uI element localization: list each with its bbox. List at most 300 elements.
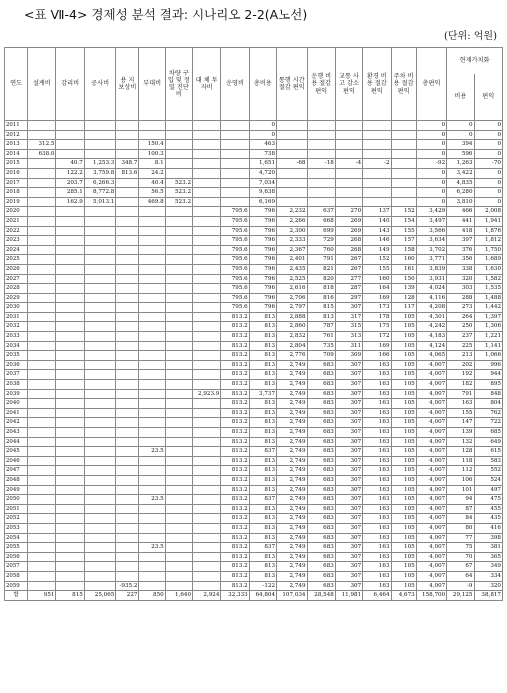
value-cell: 307 [335,303,362,313]
value-cell: 4,301 [416,312,446,322]
value-cell: 309 [335,351,362,361]
value-cell: 637 [307,207,335,217]
value-cell [165,466,192,476]
value-cell: 237 [447,332,474,342]
value-cell [193,188,221,198]
value-cell [28,571,56,581]
value-cell: 2,749 [277,514,307,524]
value-cell: 23.5 [139,447,165,457]
value-cell [56,332,84,342]
value-cell [165,207,192,217]
value-cell [28,274,56,284]
value-cell: 307 [335,504,362,514]
value-cell: 4,007 [416,399,446,409]
value-cell [193,418,221,428]
value-cell: 105 [391,495,416,505]
value-cell [28,495,56,505]
value-cell: 796 [249,264,276,274]
value-cell: 4,007 [416,533,446,543]
value-cell: 105 [391,514,416,524]
year-cell: 2023 [5,236,28,246]
value-cell [165,447,192,457]
value-cell [84,149,116,159]
value-cell [56,428,84,438]
year-cell: 2012 [5,130,28,140]
value-cell [56,284,84,294]
value-cell: 996 [474,360,503,370]
value-cell [116,466,139,476]
value-cell [277,188,307,198]
value-cell: 264 [447,312,474,322]
total-cell: 815 [56,591,84,601]
value-cell [116,274,139,284]
total-cell: 850 [139,591,165,601]
value-cell: 163 [363,504,391,514]
header-vehicle-op: 운행 비용 절감 편익 [307,48,335,121]
value-cell: 813.2 [221,399,249,409]
value-cell [56,380,84,390]
value-cell [277,178,307,188]
value-cell: 307 [335,389,362,399]
value-cell: 154 [391,216,416,226]
total-cell: 38,817 [474,591,503,601]
value-cell [139,562,165,572]
value-cell [28,255,56,265]
value-cell: 277 [335,274,362,284]
value-cell: 64 [447,571,474,581]
value-cell: 160 [363,274,391,284]
year-cell: 2024 [5,245,28,255]
value-cell: 356 [447,255,474,265]
value-cell [165,226,192,236]
value-cell [116,475,139,485]
value-cell: 4,007 [416,466,446,476]
value-cell [84,456,116,466]
value-cell [56,226,84,236]
value-cell: 77 [447,533,474,543]
value-cell: 1,651 [249,159,276,169]
year-cell: 2021 [5,216,28,226]
value-cell [165,322,192,332]
value-cell [56,475,84,485]
value-cell: 813 [249,332,276,342]
value-cell [221,197,249,207]
value-cell [193,159,221,169]
value-cell [277,168,307,178]
value-cell: 139 [447,428,474,438]
value-cell: 813.2 [221,437,249,447]
value-cell: 1,535 [474,284,503,294]
value-cell [116,504,139,514]
value-cell [335,197,362,207]
year-cell: 2011 [5,121,28,131]
value-cell: 815 [307,303,335,313]
value-cell [28,236,56,246]
value-cell: 813.2 [221,332,249,342]
year-cell: 2055 [5,543,28,553]
value-cell: 163 [363,514,391,524]
value-cell: 813 [249,533,276,543]
value-cell: 4,242 [416,322,446,332]
header-pv-cost: 비용 [447,74,474,121]
value-cell: 0 [447,130,474,140]
value-cell [363,130,391,140]
value-cell [116,178,139,188]
value-cell: 155 [447,408,474,418]
value-cell [193,485,221,495]
value-cell [193,130,221,140]
value-cell: -68 [277,159,307,169]
value-cell [139,418,165,428]
value-cell [84,418,116,428]
value-cell [116,552,139,562]
table-row [5,466,503,476]
value-cell: 173 [363,303,391,313]
value-cell: 813.2 [221,428,249,438]
value-cell [139,226,165,236]
year-cell: 2042 [5,418,28,428]
value-cell: -18 [307,159,335,169]
value-cell [84,293,116,303]
value-cell: 9,638 [249,188,276,198]
value-cell: 2,804 [277,341,307,351]
value-cell: 338 [447,264,474,274]
value-cell: 2,749 [277,360,307,370]
value-cell [116,380,139,390]
value-cell [28,408,56,418]
value-cell: 813.2 [221,312,249,322]
value-cell: 4,124 [416,341,446,351]
value-cell [335,121,362,131]
value-cell [165,571,192,581]
value-cell [56,466,84,476]
value-cell: 2,749 [277,552,307,562]
value-cell: 813 [249,523,276,533]
value-cell: 2,749 [277,447,307,457]
value-cell [165,245,192,255]
value-cell: 3,839 [416,264,446,274]
value-cell: 381 [474,543,503,553]
value-cell [84,514,116,524]
year-cell: 2050 [5,495,28,505]
value-cell: 416 [474,523,503,533]
value-cell [165,408,192,418]
value-cell: 160 [391,255,416,265]
value-cell [193,274,221,284]
value-cell [84,562,116,572]
value-cell: 796 [249,216,276,226]
value-cell [165,284,192,294]
value-cell [139,571,165,581]
value-cell: 6,169 [249,197,276,207]
value-cell [56,274,84,284]
value-cell [116,207,139,217]
value-cell: 795.6 [221,284,249,294]
value-cell: 105 [391,523,416,533]
value-cell: 23.5 [139,495,165,505]
value-cell [307,149,335,159]
value-cell: 2,300 [277,226,307,236]
table-row [5,264,503,274]
value-cell [28,437,56,447]
table-row [5,341,503,351]
value-cell [56,207,84,217]
value-cell [116,236,139,246]
value-cell: 3,702 [416,245,446,255]
value-cell: 172 [363,332,391,342]
value-cell [307,130,335,140]
value-cell: 683 [307,571,335,581]
value-cell: 307 [335,571,362,581]
value-cell [193,466,221,476]
value-cell [363,168,391,178]
value-cell [165,274,192,284]
value-cell [84,130,116,140]
value-cell: 796 [249,303,276,313]
value-cell [28,475,56,485]
value-cell [28,121,56,131]
value-cell: 105 [391,485,416,495]
value-cell: 297 [335,293,362,303]
value-cell: 349 [474,562,503,572]
value-cell [139,533,165,543]
value-cell: 813.2 [221,543,249,553]
value-cell [28,245,56,255]
value-cell [193,178,221,188]
value-cell: 813 [307,312,335,322]
value-cell [193,533,221,543]
value-cell [116,447,139,457]
value-cell: 821 [307,264,335,274]
value-cell [221,159,249,169]
value-cell [116,408,139,418]
value-cell: 0 [474,188,503,198]
value-cell: 813 [249,571,276,581]
value-cell: 4,007 [416,543,446,553]
value-cell [116,562,139,572]
value-cell: 837 [249,543,276,553]
year-cell: 2058 [5,571,28,581]
value-cell [116,216,139,226]
value-cell: 813 [249,408,276,418]
value-cell: 762 [474,408,503,418]
value-cell: 163 [363,380,391,390]
value-cell: 813.2 [221,475,249,485]
table-row [5,418,503,428]
table-row [5,312,503,322]
value-cell [84,523,116,533]
value-cell: 4,007 [416,523,446,533]
value-cell: 163 [447,399,474,409]
year-cell: 2044 [5,437,28,447]
value-cell [165,495,192,505]
value-cell [307,188,335,198]
value-cell: 469.8 [139,197,165,207]
value-cell [84,370,116,380]
header-design: 설계비 [28,48,56,121]
table-row [5,360,503,370]
value-cell: 80 [447,523,474,533]
value-cell: 796 [249,293,276,303]
value-cell: 813.2 [221,552,249,562]
table-row [5,140,503,150]
value-cell [139,360,165,370]
value-cell [139,322,165,332]
value-cell: 683 [307,485,335,495]
value-cell [139,380,165,390]
value-cell [56,514,84,524]
value-cell [165,351,192,361]
value-cell [116,284,139,294]
header-land: 용 지 보상비 [116,48,139,121]
value-cell: 699 [307,226,335,236]
value-cell: 307 [335,581,362,591]
table-row [5,447,503,457]
year-cell: 2054 [5,533,28,543]
value-cell [139,581,165,591]
table-row [5,236,503,246]
year-cell: 2029 [5,293,28,303]
year-cell: 2048 [5,475,28,485]
year-cell: 2041 [5,408,28,418]
value-cell: 435 [474,514,503,524]
value-cell: 1,488 [474,293,503,303]
value-cell: 0 [416,178,446,188]
table-row [5,207,503,217]
value-cell: 791 [447,389,474,399]
value-cell [28,351,56,361]
value-cell: 105 [391,408,416,418]
value-cell [139,466,165,476]
value-cell: 105 [391,360,416,370]
value-cell: 4,007 [416,514,446,524]
value-cell [84,437,116,447]
value-cell [165,312,192,322]
value-cell: 307 [335,523,362,533]
value-cell [193,264,221,274]
value-cell: 4,007 [416,370,446,380]
year-cell: 2031 [5,312,28,322]
table-row [5,408,503,418]
value-cell [84,207,116,217]
value-cell [84,475,116,485]
value-cell [139,264,165,274]
value-cell: 818 [307,284,335,294]
value-cell: 307 [335,428,362,438]
value-cell: 105 [391,437,416,447]
value-cell: 307 [335,485,362,495]
value-cell [139,552,165,562]
value-cell [335,130,362,140]
value-cell [116,293,139,303]
year-cell: 2036 [5,360,28,370]
value-cell: 552 [474,466,503,476]
value-cell: 813 [249,360,276,370]
total-cell: 951 [28,591,56,601]
value-cell: 813.2 [221,562,249,572]
value-cell: 1,582 [474,274,503,284]
header-parking: 주차 비용 절감 편익 [391,48,416,121]
value-cell [116,533,139,543]
value-cell [116,322,139,332]
value-cell: 813.6 [116,168,139,178]
value-cell [84,428,116,438]
value-cell [193,552,221,562]
total-row [5,591,503,601]
value-cell [193,351,221,361]
value-cell [56,571,84,581]
value-cell [193,408,221,418]
value-cell: 394 [447,140,474,150]
value-cell [193,360,221,370]
header-pv-benefit: 편익 [474,74,503,121]
value-cell: 4,007 [416,437,446,447]
value-cell: 157 [391,236,416,246]
value-cell [84,226,116,236]
value-cell: 105 [391,428,416,438]
value-cell: 2,401 [277,255,307,265]
value-cell [363,188,391,198]
value-cell: 117 [391,303,416,313]
value-cell [139,274,165,284]
value-cell: 2,616 [277,284,307,294]
value-cell [56,399,84,409]
value-cell [84,533,116,543]
value-cell: 307 [335,380,362,390]
value-cell: 683 [307,552,335,562]
value-cell: 105 [391,399,416,409]
value-cell: 2,888 [277,312,307,322]
value-cell: 813 [249,514,276,524]
value-cell: 112 [447,466,474,476]
value-cell: -92 [416,159,446,169]
value-cell [28,226,56,236]
value-cell: -9 [447,581,474,591]
year-cell: 2040 [5,399,28,409]
value-cell: 105 [391,504,416,514]
table-row [5,159,503,169]
value-cell [84,504,116,514]
value-cell [165,418,192,428]
value-cell [116,121,139,131]
value-cell: 668 [307,216,335,226]
value-cell: 2,749 [277,408,307,418]
value-cell [28,188,56,198]
value-cell [391,188,416,198]
value-cell: 398 [474,533,503,543]
value-cell [28,360,56,370]
value-cell [193,312,221,322]
value-cell [335,149,362,159]
header-supervision: 감리비 [56,48,84,121]
value-cell: 0 [416,197,446,207]
value-cell: 4,007 [416,428,446,438]
value-cell [193,293,221,303]
value-cell [165,121,192,131]
value-cell: 615 [474,447,503,457]
value-cell: 105 [391,456,416,466]
value-cell [139,428,165,438]
value-cell: 143 [363,226,391,236]
value-cell: 285.1 [56,188,84,198]
value-cell: 307 [335,370,362,380]
table-row [5,475,503,485]
value-cell [116,188,139,198]
year-cell: 2027 [5,274,28,284]
value-cell: 287 [335,284,362,294]
value-cell [84,447,116,457]
value-cell: 0 [474,197,503,207]
